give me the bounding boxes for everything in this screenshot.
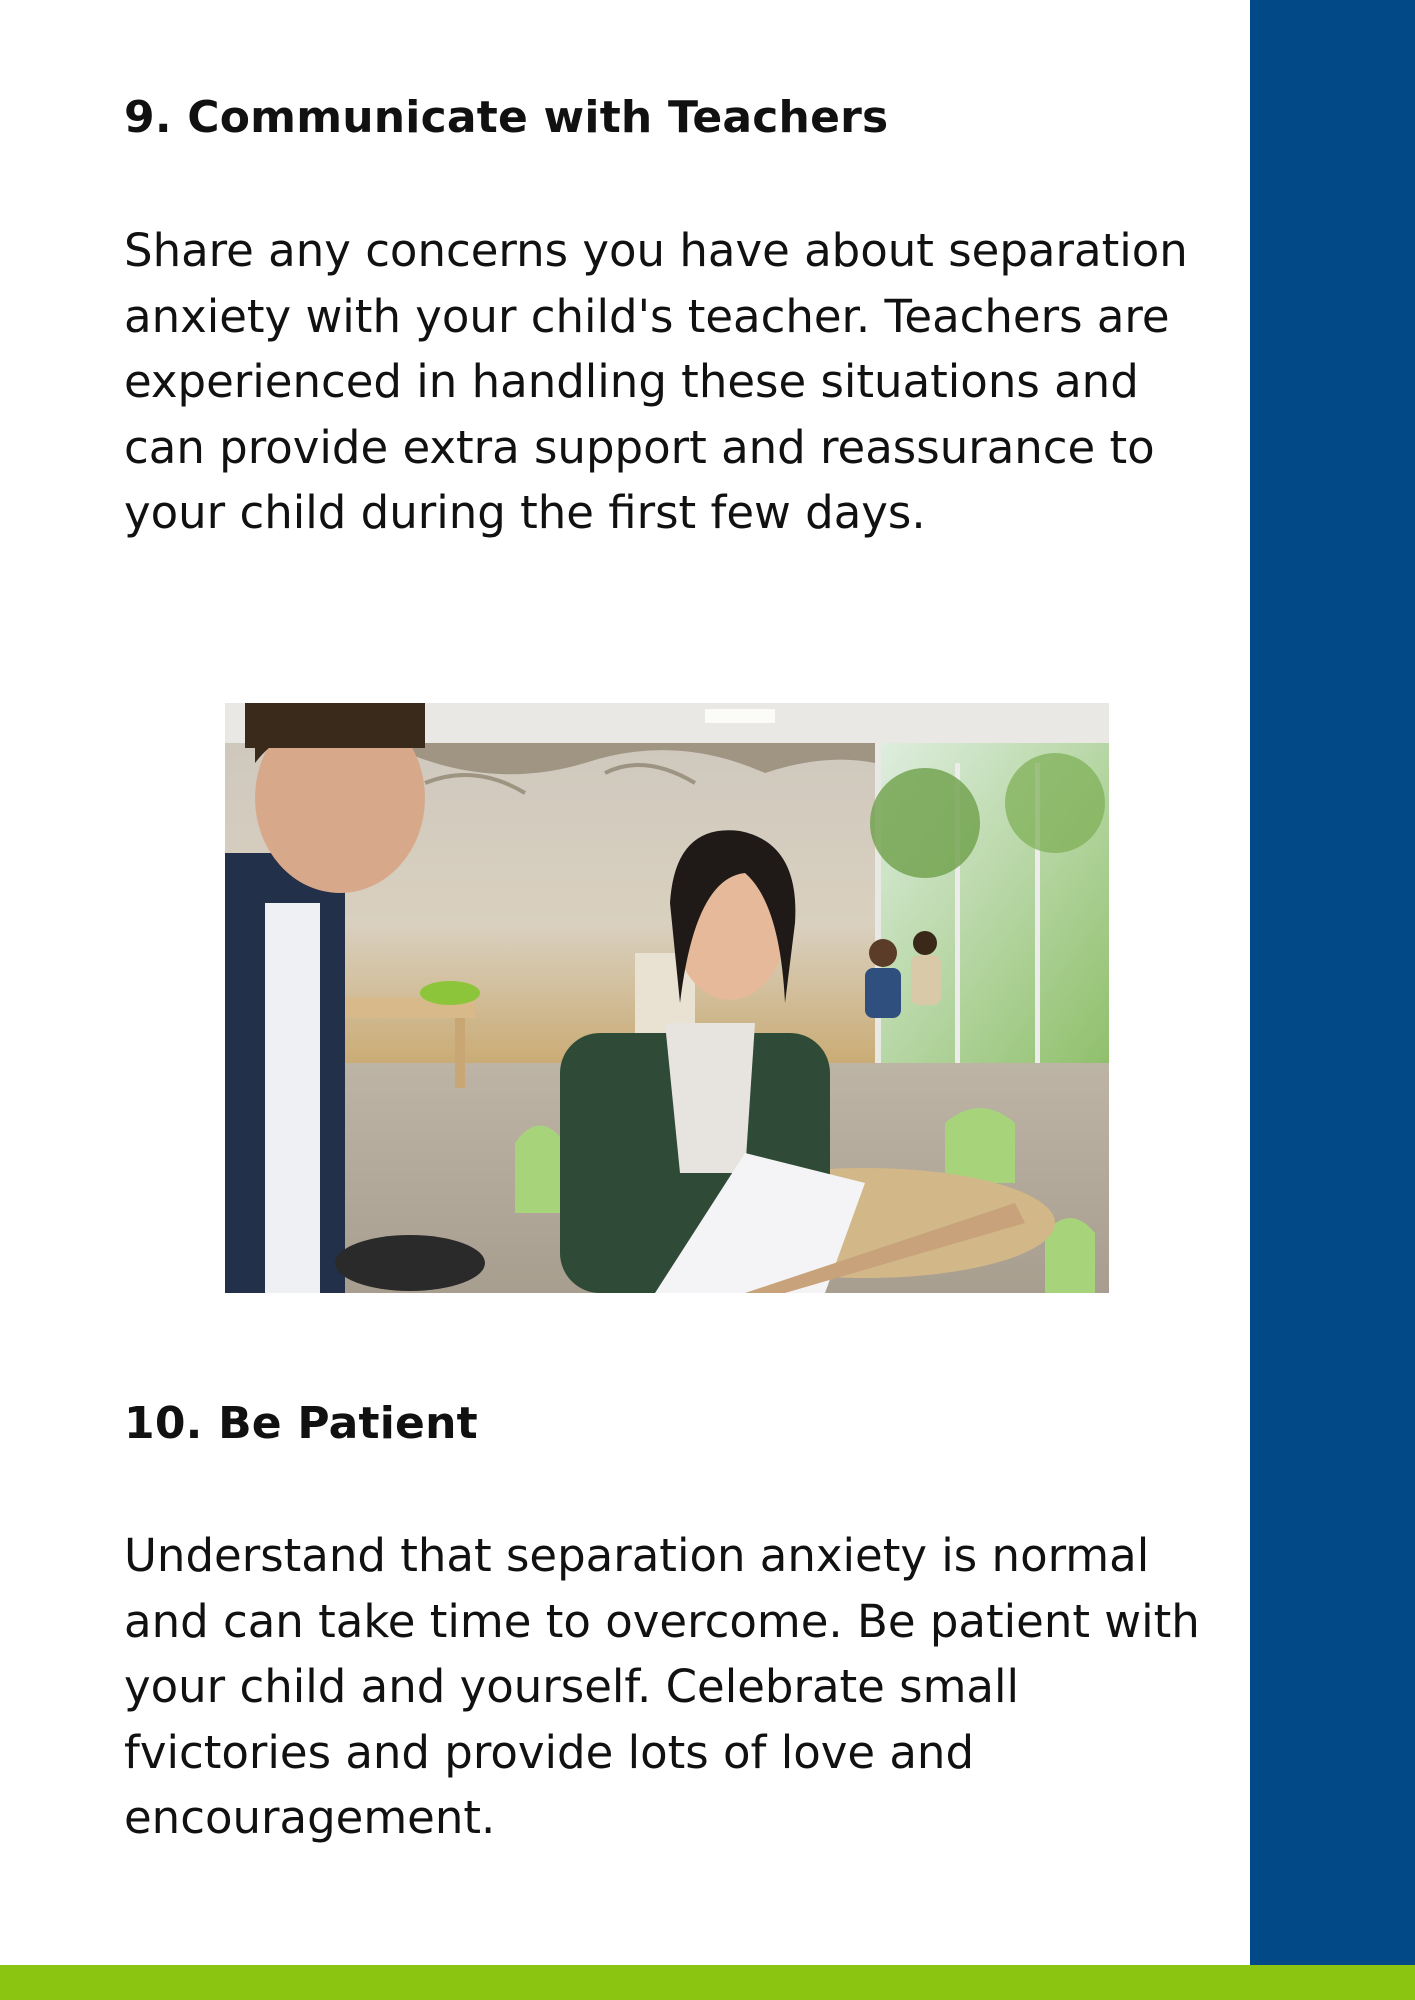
section-heading-patient: 10. Be Patient: [124, 1398, 478, 1449]
right-sidebar-band: [1250, 0, 1415, 1965]
bottom-accent-bar: [0, 1965, 1415, 2000]
section-body-patient: Understand that separation anxiety is normal and can take time to overcome. Be patient with your child and yourself. Celebrate small fvictories and provide lots of love and encouragement.: [124, 1529, 1200, 1844]
classroom-photo: [225, 703, 1109, 1293]
section-heading-communicate: 9. Communicate with Teachers: [124, 92, 889, 143]
section-body-communicate: Share any concerns you have about separation anxiety with your child's teacher. Teachers are experienced in handling these situations and can provide extra support and reassurance to your child during the first few days.: [124, 224, 1188, 539]
